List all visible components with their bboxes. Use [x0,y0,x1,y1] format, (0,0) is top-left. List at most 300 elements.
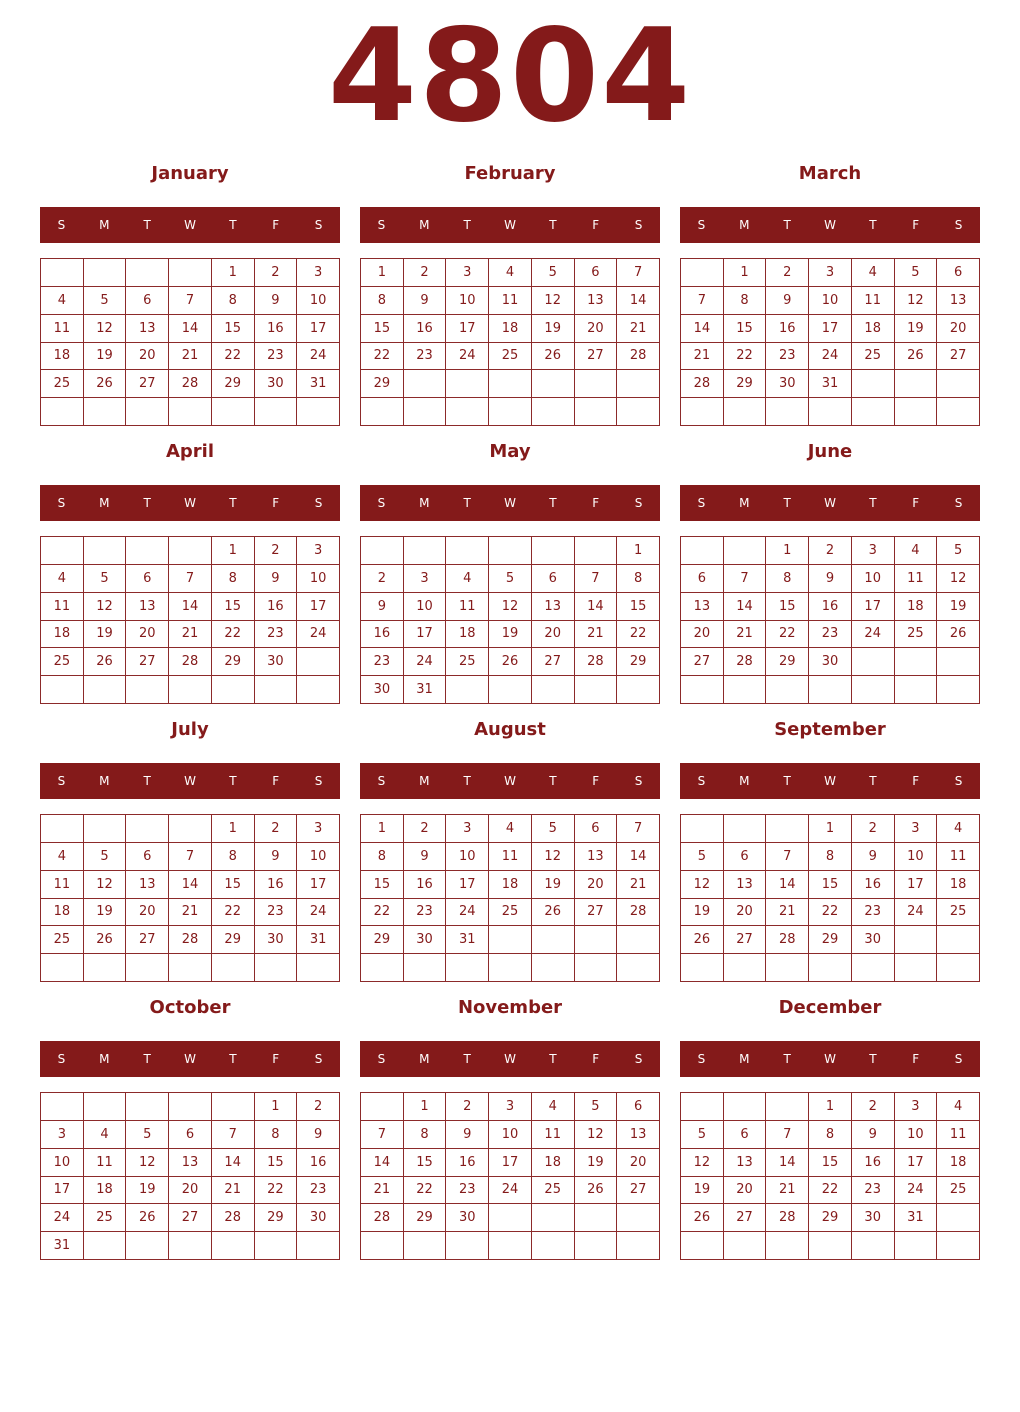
empty-day-cell [617,1204,660,1232]
day-cell: 18 [937,871,980,899]
day-cell: 9 [255,843,298,871]
day-cell: 1 [766,537,809,565]
empty-day-cell [852,954,895,982]
months-grid [40,160,980,1260]
day-cell: 14 [617,287,660,315]
day-cell: 26 [681,1204,724,1232]
weekday-label: F [592,1052,600,1066]
day-cell: 3 [809,259,852,287]
day-cell: 15 [724,315,767,343]
empty-day-cell [766,1093,809,1121]
weekday-label: M [419,218,430,232]
empty-day-cell [446,370,489,398]
day-cell: 27 [681,648,724,676]
day-cell: 6 [575,259,618,287]
empty-day-cell [361,954,404,982]
empty-day-cell [212,954,255,982]
empty-day-cell [724,1232,767,1260]
day-cell: 10 [895,1121,938,1149]
weekday-label: M [99,496,110,510]
day-cell: 10 [297,287,340,315]
day-cell: 17 [41,1177,84,1205]
day-cell: 13 [724,1149,767,1177]
empty-day-cell [169,1232,212,1260]
empty-day-cell [446,398,489,426]
empty-day-cell [126,954,169,982]
weekday-label: T [783,496,791,510]
day-cell: 17 [297,593,340,621]
day-cell: 2 [361,565,404,593]
day-cell: 31 [297,370,340,398]
weekday-label: T [549,496,557,510]
empty-day-cell [84,676,127,704]
day-cell: 13 [937,287,980,315]
day-cell: 11 [937,1121,980,1149]
month-november [360,994,660,1262]
day-cell: 18 [895,593,938,621]
day-cell: 20 [724,899,767,927]
weekday-label: T [549,218,557,232]
day-cell: 16 [404,315,447,343]
day-cell: 23 [255,621,298,649]
day-cell: 23 [852,899,895,927]
day-cell: 21 [212,1177,255,1205]
day-cell: 8 [809,1121,852,1149]
empty-day-cell [84,1232,127,1260]
empty-day-cell [169,815,212,843]
day-cell: 23 [404,899,447,927]
day-cell: 4 [532,1093,575,1121]
day-cell: 10 [895,843,938,871]
month-june [680,438,980,706]
day-cell: 26 [895,343,938,371]
day-cell: 22 [361,343,404,371]
day-cell: 29 [617,648,660,676]
day-cell: 29 [212,370,255,398]
day-cell: 2 [404,259,447,287]
empty-day-cell [41,815,84,843]
empty-day-cell [41,537,84,565]
day-grid [360,1092,660,1260]
day-cell: 12 [575,1121,618,1149]
day-grid [680,536,980,704]
day-cell: 16 [766,315,809,343]
day-cell: 25 [41,370,84,398]
day-cell: 17 [446,871,489,899]
day-cell: 11 [895,565,938,593]
day-cell: 7 [361,1121,404,1149]
day-cell: 25 [446,648,489,676]
empty-day-cell [489,676,532,704]
empty-day-cell [126,398,169,426]
empty-day-cell [404,537,447,565]
day-cell: 1 [617,537,660,565]
empty-day-cell [41,676,84,704]
empty-day-cell [766,815,809,843]
day-cell: 21 [169,899,212,927]
empty-day-cell [937,370,980,398]
day-cell: 14 [212,1149,255,1177]
day-cell: 22 [809,1177,852,1205]
weekday-label: S [634,774,643,788]
empty-day-cell [126,259,169,287]
day-cell: 20 [126,899,169,927]
day-cell: 8 [212,843,255,871]
empty-day-cell [532,1232,575,1260]
day-cell: 28 [361,1204,404,1232]
day-cell: 16 [361,621,404,649]
day-cell: 18 [41,899,84,927]
day-cell: 27 [575,343,618,371]
day-cell: 2 [809,537,852,565]
day-cell: 28 [575,648,618,676]
day-grid [360,814,660,982]
weekday-label: T [869,218,877,232]
day-cell: 20 [575,315,618,343]
day-cell: 2 [852,1093,895,1121]
day-cell: 26 [937,621,980,649]
day-cell: 14 [575,593,618,621]
empty-day-cell [84,537,127,565]
day-cell: 24 [446,899,489,927]
empty-day-cell [617,398,660,426]
weekday-label: S [634,1052,643,1066]
empty-day-cell [681,1093,724,1121]
day-cell: 18 [489,315,532,343]
day-cell: 19 [681,899,724,927]
empty-day-cell [212,676,255,704]
weekday-label: F [912,218,920,232]
empty-day-cell [404,954,447,982]
weekday-label: S [314,496,323,510]
month-may [360,438,660,706]
day-grid [680,1092,980,1260]
empty-day-cell [489,537,532,565]
day-cell: 17 [895,1149,938,1177]
empty-day-cell [446,954,489,982]
day-cell: 13 [126,593,169,621]
day-cell: 7 [169,565,212,593]
day-cell: 24 [297,343,340,371]
day-cell: 25 [84,1204,127,1232]
weekday-header [40,207,340,243]
day-cell: 22 [404,1177,447,1205]
month-name: December [778,997,882,1018]
weekday-label: T [463,218,471,232]
weekday-label: S [634,496,643,510]
day-cell: 30 [361,676,404,704]
day-cell: 21 [766,1177,809,1205]
day-cell: 30 [255,926,298,954]
weekday-label: T [143,1052,151,1066]
weekday-header [40,763,340,799]
empty-day-cell [489,926,532,954]
day-cell: 31 [809,370,852,398]
day-cell: 15 [809,871,852,899]
day-cell: 11 [84,1149,127,1177]
day-cell: 28 [766,1204,809,1232]
weekday-header [40,485,340,521]
weekday-label: W [824,496,836,510]
day-cell: 8 [404,1121,447,1149]
day-cell: 5 [84,843,127,871]
day-cell: 14 [681,315,724,343]
day-cell: 9 [852,843,895,871]
weekday-label: T [463,774,471,788]
day-cell: 22 [212,343,255,371]
day-cell: 21 [169,621,212,649]
weekday-label: W [824,1052,836,1066]
day-cell: 2 [255,537,298,565]
empty-day-cell [84,1093,127,1121]
empty-day-cell [532,954,575,982]
day-cell: 19 [532,315,575,343]
empty-day-cell [852,648,895,676]
day-cell: 9 [809,565,852,593]
day-cell: 2 [404,815,447,843]
day-cell: 29 [766,648,809,676]
day-cell: 22 [361,899,404,927]
day-cell: 18 [852,315,895,343]
weekday-label: S [697,218,706,232]
day-cell: 7 [766,843,809,871]
empty-day-cell [489,1204,532,1232]
day-cell: 1 [809,815,852,843]
weekday-label: W [824,774,836,788]
day-cell: 22 [212,899,255,927]
weekday-header [360,763,660,799]
day-cell: 30 [809,648,852,676]
day-cell: 24 [41,1204,84,1232]
empty-day-cell [297,954,340,982]
weekday-label: W [504,774,516,788]
day-cell: 4 [937,1093,980,1121]
day-cell: 22 [617,621,660,649]
day-cell: 15 [361,871,404,899]
day-cell: 16 [852,871,895,899]
weekday-label: F [912,496,920,510]
day-cell: 3 [489,1093,532,1121]
weekday-label: W [184,1052,196,1066]
empty-day-cell [84,954,127,982]
day-cell: 4 [937,815,980,843]
day-cell: 26 [84,370,127,398]
day-cell: 3 [895,1093,938,1121]
day-cell: 31 [404,676,447,704]
day-cell: 6 [681,565,724,593]
day-cell: 25 [532,1177,575,1205]
day-cell: 27 [724,1204,767,1232]
day-cell: 5 [681,1121,724,1149]
weekday-label: S [634,218,643,232]
empty-day-cell [937,954,980,982]
empty-day-cell [126,815,169,843]
day-cell: 8 [809,843,852,871]
day-cell: 19 [84,621,127,649]
empty-day-cell [297,1232,340,1260]
day-cell: 11 [489,843,532,871]
weekday-label: S [954,774,963,788]
empty-day-cell [361,537,404,565]
day-cell: 12 [681,871,724,899]
weekday-label: T [229,218,237,232]
weekday-label: T [143,774,151,788]
day-cell: 6 [126,287,169,315]
day-cell: 4 [489,259,532,287]
day-cell: 28 [724,648,767,676]
day-cell: 10 [446,287,489,315]
day-cell: 16 [404,871,447,899]
empty-day-cell [41,954,84,982]
day-cell: 17 [852,593,895,621]
day-cell: 4 [852,259,895,287]
empty-day-cell [84,398,127,426]
day-cell: 4 [446,565,489,593]
empty-day-cell [724,537,767,565]
day-cell: 7 [169,843,212,871]
day-cell: 19 [895,315,938,343]
day-cell: 3 [297,259,340,287]
day-cell: 15 [361,315,404,343]
empty-day-cell [809,676,852,704]
day-grid [680,258,980,426]
day-cell: 23 [852,1177,895,1205]
empty-day-cell [766,954,809,982]
day-cell: 29 [255,1204,298,1232]
day-cell: 2 [766,259,809,287]
day-cell: 26 [84,926,127,954]
empty-day-cell [724,954,767,982]
empty-day-cell [895,648,938,676]
empty-day-cell [126,1232,169,1260]
day-cell: 27 [126,370,169,398]
day-cell: 21 [169,343,212,371]
weekday-header [360,1041,660,1077]
day-cell: 18 [84,1177,127,1205]
weekday-label: S [57,496,66,510]
day-cell: 12 [681,1149,724,1177]
day-cell: 19 [532,871,575,899]
day-cell: 18 [532,1149,575,1177]
day-cell: 12 [84,871,127,899]
day-cell: 7 [681,287,724,315]
day-cell: 7 [169,287,212,315]
day-cell: 30 [404,926,447,954]
day-cell: 23 [446,1177,489,1205]
day-cell: 22 [809,899,852,927]
day-cell: 15 [255,1149,298,1177]
day-cell: 10 [489,1121,532,1149]
weekday-label: T [143,496,151,510]
day-cell: 4 [489,815,532,843]
weekday-label: T [869,774,877,788]
weekday-label: S [697,496,706,510]
weekday-label: W [184,218,196,232]
day-cell: 16 [297,1149,340,1177]
day-cell: 22 [255,1177,298,1205]
empty-day-cell [489,398,532,426]
empty-day-cell [895,954,938,982]
day-cell: 31 [895,1204,938,1232]
weekday-label: T [783,218,791,232]
empty-day-cell [212,398,255,426]
empty-day-cell [361,1093,404,1121]
day-cell: 5 [489,565,532,593]
month-name: June [807,441,853,462]
weekday-header [680,207,980,243]
day-cell: 28 [681,370,724,398]
day-cell: 19 [84,343,127,371]
day-cell: 15 [212,871,255,899]
empty-day-cell [937,1232,980,1260]
day-cell: 8 [617,565,660,593]
empty-day-cell [575,926,618,954]
day-cell: 23 [255,343,298,371]
day-cell: 1 [212,259,255,287]
weekday-label: W [504,1052,516,1066]
day-cell: 12 [895,287,938,315]
day-cell: 7 [212,1121,255,1149]
day-cell: 12 [489,593,532,621]
day-cell: 18 [41,621,84,649]
day-cell: 9 [255,287,298,315]
empty-day-cell [255,676,298,704]
day-cell: 16 [446,1149,489,1177]
day-cell: 20 [681,621,724,649]
day-grid [360,258,660,426]
weekday-label: F [912,774,920,788]
empty-day-cell [41,259,84,287]
month-february [360,160,660,428]
empty-day-cell [126,676,169,704]
day-cell: 14 [724,593,767,621]
empty-day-cell [446,537,489,565]
empty-day-cell [724,815,767,843]
day-cell: 5 [575,1093,618,1121]
weekday-header [360,207,660,243]
day-cell: 5 [126,1121,169,1149]
day-cell: 1 [361,815,404,843]
empty-day-cell [617,370,660,398]
empty-day-cell [809,1232,852,1260]
day-cell: 2 [446,1093,489,1121]
day-cell: 29 [724,370,767,398]
empty-day-cell [532,1204,575,1232]
weekday-label: M [739,1052,750,1066]
month-august [360,716,660,984]
day-cell: 6 [617,1093,660,1121]
day-cell: 15 [809,1149,852,1177]
empty-day-cell [532,926,575,954]
empty-day-cell [41,398,84,426]
empty-day-cell [617,676,660,704]
empty-day-cell [575,954,618,982]
empty-day-cell [766,398,809,426]
day-cell: 25 [41,648,84,676]
day-cell: 1 [404,1093,447,1121]
weekday-header [40,1041,340,1077]
day-cell: 14 [617,843,660,871]
day-cell: 29 [361,370,404,398]
day-cell: 29 [361,926,404,954]
empty-day-cell [489,1232,532,1260]
day-cell: 2 [852,815,895,843]
weekday-label: M [419,1052,430,1066]
day-cell: 1 [809,1093,852,1121]
empty-day-cell [766,676,809,704]
weekday-label: M [739,496,750,510]
day-cell: 21 [766,899,809,927]
